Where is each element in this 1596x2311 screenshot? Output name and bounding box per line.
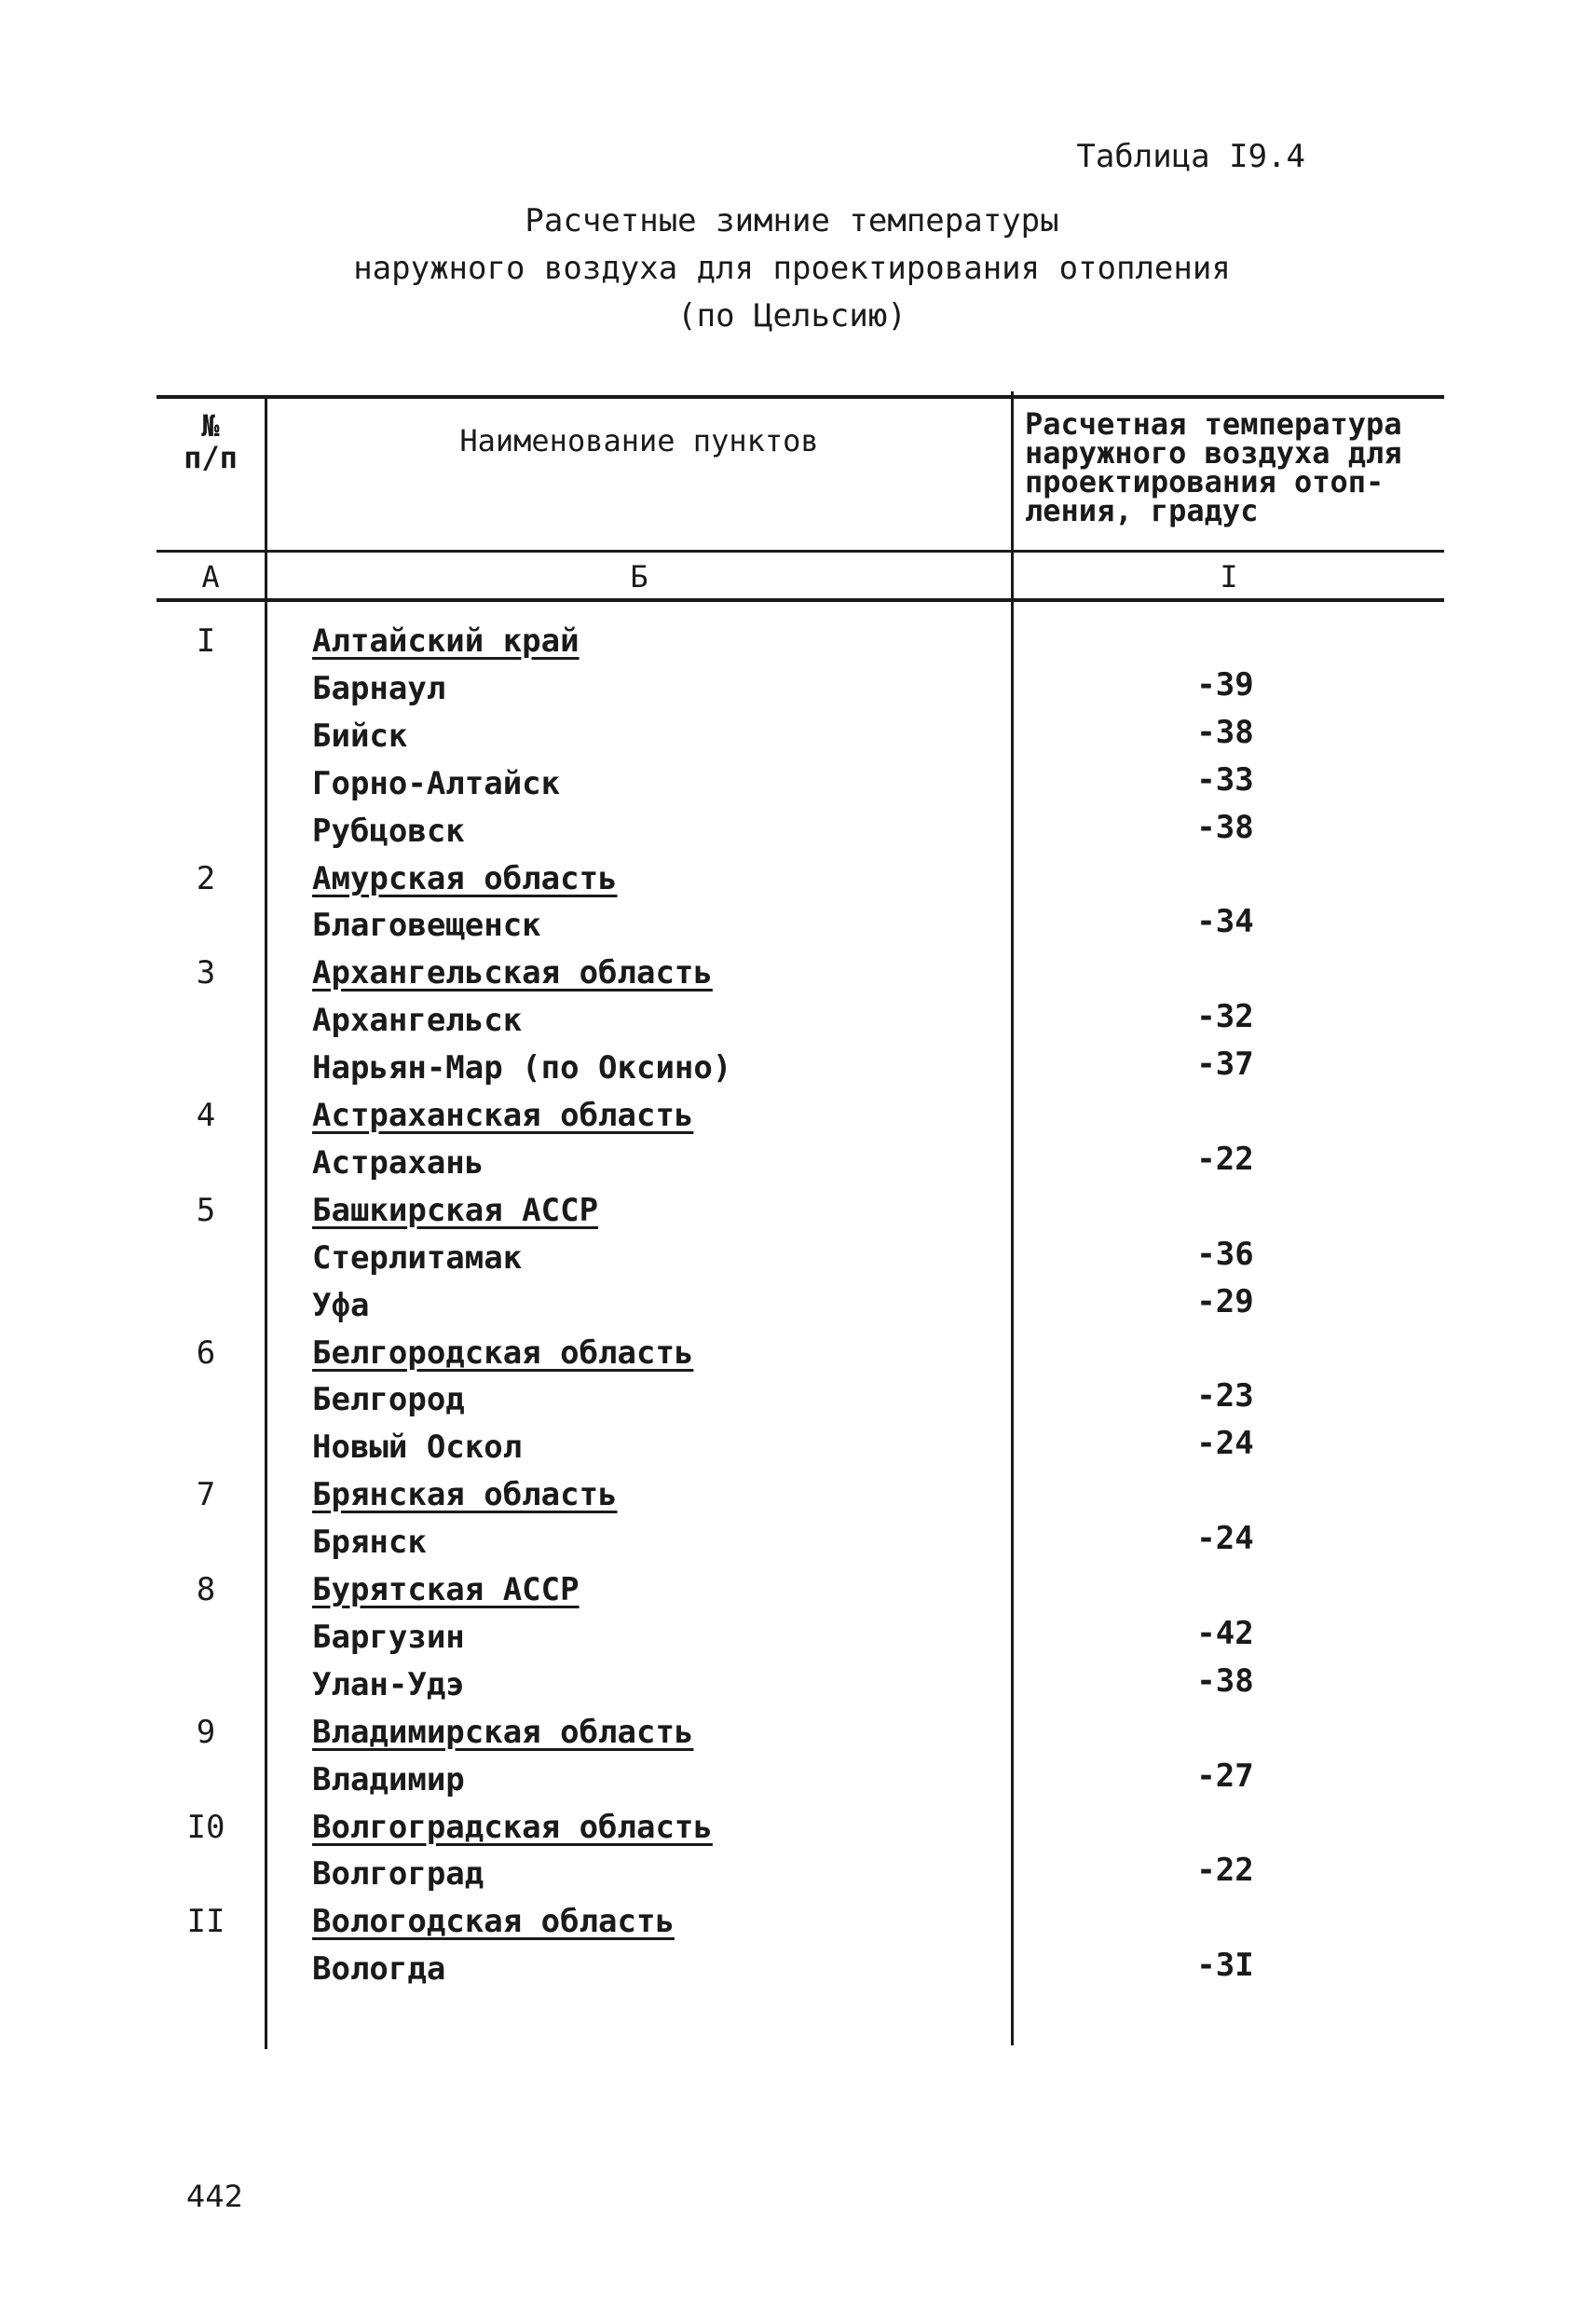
region-name: Амурская область	[312, 860, 618, 897]
city-name: Новый Оскол	[312, 1429, 523, 1466]
region-name: Архангельская область	[312, 954, 713, 991]
row-number: II	[186, 1903, 225, 1940]
row-number: 8	[196, 1571, 216, 1608]
city-name: Благовещенск	[312, 907, 541, 944]
temperature-value: -22	[1196, 1852, 1254, 1889]
page-number: 442	[186, 2179, 244, 2214]
column-divider-1	[265, 395, 267, 2049]
region-name: Белгородская область	[312, 1334, 694, 1372]
city-name: Горно-Алтайск	[312, 765, 561, 802]
city-name: Барнаул	[312, 670, 446, 707]
col-temp-header-line: наружного воздуха для	[1025, 435, 1402, 471]
column-divider-2	[1011, 391, 1014, 2045]
row-number: 4	[196, 1097, 216, 1134]
temperature-value: -42	[1196, 1615, 1254, 1652]
table-label: Таблица I9.4	[1076, 138, 1305, 175]
col-code-a: А	[201, 559, 220, 595]
temperature-value: -39	[1196, 666, 1254, 704]
temperature-value: -34	[1196, 903, 1254, 940]
city-name: Вологда	[312, 1950, 446, 1988]
temperature-value: -37	[1196, 1046, 1254, 1083]
row-number: I0	[186, 1809, 225, 1846]
row-number: 6	[196, 1334, 216, 1372]
temperature-value: -3I	[1196, 1947, 1254, 1984]
col-num-header	[157, 410, 265, 473]
region-name: Волгоградская область	[312, 1809, 713, 1846]
temperature-value: -32	[1196, 998, 1254, 1035]
row-number: 3	[196, 954, 216, 991]
temperature-value: -23	[1196, 1377, 1254, 1415]
table-title	[280, 198, 1304, 340]
header-bottom-rule	[157, 550, 1444, 553]
region-name: Астраханская область	[312, 1097, 694, 1134]
city-name: Волгоград	[312, 1855, 484, 1893]
temperature-value: -29	[1196, 1283, 1254, 1320]
region-name: Вологодская область	[312, 1903, 675, 1940]
city-name: Владимир	[312, 1761, 465, 1798]
city-name: Уфа	[312, 1287, 370, 1324]
region-name: Алтайский край	[312, 622, 580, 660]
city-name: Архангельск	[312, 1002, 523, 1039]
codes-bottom-rule	[157, 598, 1444, 602]
region-name: Брянская область	[312, 1476, 618, 1513]
region-name: Бурятская АССР	[312, 1571, 580, 1608]
city-name: Брянск	[312, 1524, 427, 1561]
temperature-value: -24	[1196, 1520, 1254, 1557]
row-number: 9	[196, 1714, 216, 1751]
col-code-i: I	[1220, 559, 1238, 595]
city-name: Бийск	[312, 718, 408, 755]
temperature-value: -38	[1196, 1662, 1254, 1700]
city-name: Астрахань	[312, 1144, 484, 1182]
city-name: Рубцовск	[312, 813, 465, 850]
col-num-header-line: п/п	[184, 440, 238, 475]
temperature-value: -36	[1196, 1236, 1254, 1273]
row-number: 2	[196, 860, 216, 897]
temperature-value: -22	[1196, 1141, 1254, 1178]
row-number: 7	[196, 1476, 216, 1513]
region-name: Владимирская область	[312, 1714, 694, 1751]
title-line: (по Цельсию)	[677, 297, 907, 335]
col-code-b: Б	[630, 559, 648, 595]
row-number: I	[196, 622, 216, 660]
col-temp-header-line: Расчетная температура	[1025, 406, 1402, 442]
city-name: Улан-Удэ	[312, 1666, 465, 1703]
temperature-value: -38	[1196, 714, 1254, 751]
col-temp-header-line: ления, градус	[1025, 493, 1259, 528]
title-line: Расчетные зимние температуры	[525, 202, 1059, 239]
city-name: Баргузин	[312, 1619, 465, 1656]
col-num-header-line: №	[201, 408, 220, 444]
city-name: Белгород	[312, 1381, 465, 1418]
region-name: Башкирская АССР	[312, 1192, 599, 1229]
city-name: Нарьян-Мар (по Оксино)	[312, 1049, 732, 1087]
temperature-value: -24	[1196, 1425, 1254, 1462]
col-temp-header	[1025, 406, 1402, 528]
temperature-value: -38	[1196, 809, 1254, 846]
temperature-value: -33	[1196, 761, 1254, 799]
col-name-header: Наименование пунктов	[459, 423, 819, 458]
city-name: Стерлитамак	[312, 1239, 523, 1277]
table-top-rule	[157, 395, 1444, 399]
title-line: наружного воздуха для проектирования отопления	[353, 250, 1231, 287]
temperature-value: -27	[1196, 1757, 1254, 1795]
col-temp-header-line: проектирования отоп-	[1025, 464, 1385, 499]
row-number: 5	[196, 1192, 216, 1229]
